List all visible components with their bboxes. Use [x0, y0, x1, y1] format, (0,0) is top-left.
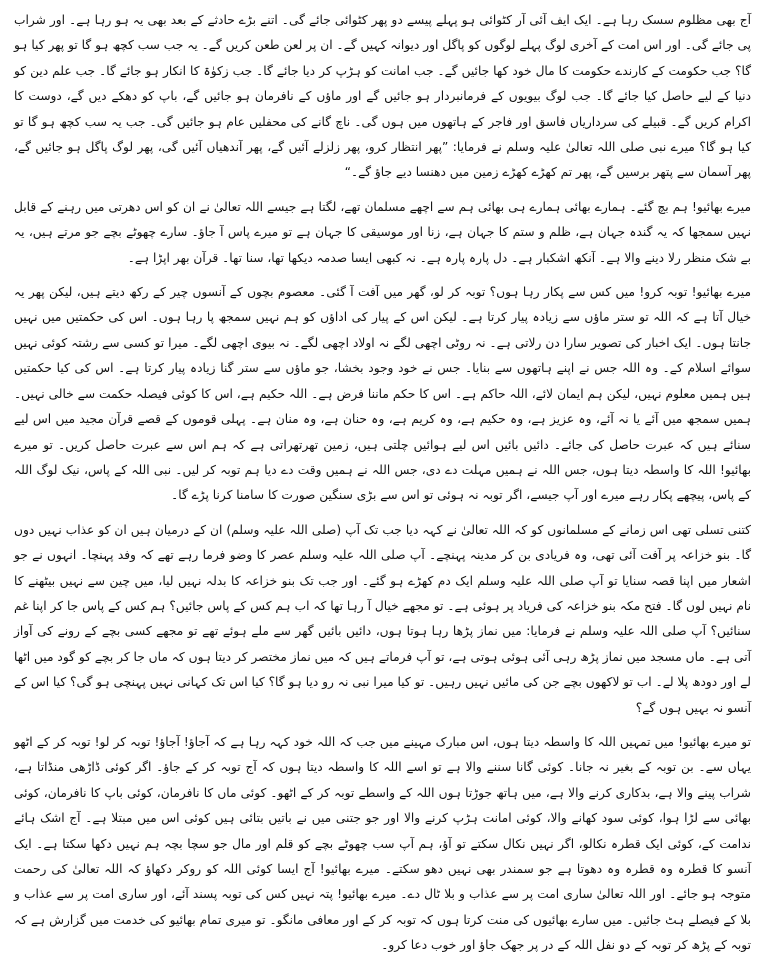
paragraph-5: تو میرے بھائیو! میں تمہیں اللہ کا واسطہ دیتا ہوں، اس مبارک مہینے میں جب کہ اللہ خود کہہ رہا ہے کہ آجاؤ! آجاؤ! توبہ کر لو! توبہ کر کے اٹھو یہاں سے۔ بن توبہ کے بغیر نہ جانا۔ کوئی گانا سننے والا ہے تو اسے اللہ کا واسطہ دیتا ہوں کہ آج توبہ کر کے جاؤ۔ اگر کوئی ڈاڑھی منڈاتا ہے، شراب پینے والا ہے، بدکاری کرنے والا ہے، میں ہاتھ جوڑتا ہوں اللہ کے واسطے توبہ کر کے اٹھو۔ کوئی ماں کا نافرمان، کوئی باپ کا نافرمان، کوئی بھائی سے لڑا ہوا، کوئی سود کھانے والا، کوئی امانت ہڑپ کرنے والا اور جو جتنی میں نے باتیں بتائی ہیں کوئی اس میں مبتلا ہے۔ آج اشک ہائے ندامت کے، کوئی ایک قطرہ نکالو، اگر نہیں نکال سکتے تو آؤ، ہم آپ سب چھوٹے بچے کو قلم اور مال جو سچا بچہ ہم نہیں دکھا سکتا ہے۔ ایک آنسو کا قطرہ وہ قطرہ وہ دھوتا ہے جو سمندر بھی نہیں دھو سکتے۔ میرے بھائیو! آج ایسا کوئی اللہ کو روکر دکھاؤ کہ اللہ تعالیٰ کی رحمت متوجہ ہو جائے۔ اور اللہ تعالیٰ ساری امت پر سے عذاب و بلا ٹال دے۔ میرے بھائیو! پتہ نہیں کس کی توبہ پسند آئے، اور ساری امت پر سے عذاب و بلا کے فیصلے ہٹ جائیں۔ میں سارے بھائیوں کی منت کرتا ہوں کہ توبہ کر کے اور معافی مانگو۔ تو میری تمام بھائیو کی خدمت میں گزارش ہے کہ توبہ کے پڑھ کر توبہ کے دو نفل اللہ کے در پر جھک جاؤ اور خوب دعا کرو۔	[14, 734, 751, 953]
paragraph-2: میرے بھائیو! ہم بچ گئے۔ ہمارے بھائی ہمارے ہی بھائی ہم سے اچھے مسلمان تھے، لگتا ہے جیسے اللہ تعالیٰ نے ان کو اس دھرتی میں رہنے کے قابل نہیں سمجھا کہ یہ گندہ جہان ہے، ظلم و ستم کا جہان ہے، زنا اور موسیقی کا جہان ہے تو میرے پاس آ جاؤ۔ سارے چھوٹے بچے جو مرتے ہیں، یہ بے شک منظر رلا دینے والا ہے۔ آنکھ اشکبار ہے۔ دل پارہ پارہ ہے۔ نہ کبھی ایسا صدمہ دیکھا تھا، سنا تھا۔ قرآن بھر اپڑا ہے۔	[14, 199, 751, 265]
paragraph-1: آج بھی مظلوم سسک رہا ہے۔ ایک ایف آئی آر کٹوائی ہو پہلے پیسے دو پھر کٹوائی جائے گی۔ اتنے بڑے حادثے کے بعد بھی یہ ہو رہا ہے۔ اور شراب پی جائے گی۔ اور اس امت کے آخری لوگ پہلے لوگوں کو پاگل اور دیوانہ کہیں گے۔ ان پر لعن طعن کریں گے۔ یہ جب سب کچھ ہو گا تو پھر کیا ہو گا؟ جب حکومت کے کارندے حکومت کا مال خود کھا جائیں گے۔ جب امانت کو ہڑپ کر دیا جائے گا۔ جب زکوٰۃ کا انکار ہو جائے گا۔ جب علم دین کو دنیا کے لیے حاصل کیا جائے گا۔ جب لوگ بیویوں کے فرمانبردار ہو جائیں گے اور ماؤں کے نافرمان ہو جائیں گے، باپ کو دھکے دیں گے، دوست کا اکرام کریں گے۔ قبیلے کی سرداریاں فاسق اور فاجر کے ہاتھوں میں ہوں گی۔ ناچ گانے کی محفلیں عام ہو جائیں گی۔ جب یہ سب کچھ ہو گا تو کیا ہو گا؟ میرے نبی صلی اللہ تعالیٰ علیہ وسلم نے فرمایا: ”پھر انتظار کرو، پھر زلزلے آئیں گے، پھر آندھیاں آئیں گی، پھر لوگ پاگل ہو جائیں گے، پھر آسمان سے پتھر برسیں گے، پھر تم کھڑے کھڑے زمین میں دھنسا دیے جاؤ گے۔“	[14, 13, 752, 180]
paragraph-4: کتنی تسلی تھی اس زمانے کے مسلمانوں کو کہ اللہ تعالیٰ نے کہہ دیا جب تک آپ (صلی اللہ علیہ وسلم) ان کے درمیان ہیں ان کو عذاب نہیں دوں گا۔ بنو خزاعہ پر آفت آئی تھی، وہ فریادی بن کر مدینہ پہنچے۔ آپ صلی اللہ علیہ وسلم عصر کا وضو فرما رہے تھے کہ وفد پہنچا۔ انہوں نے جو اشعار میں اپنا قصہ سنایا تو آپ صلی اللہ علیہ وسلم ایک دم کھڑے ہو گئے۔ اور جب تک بنو خزاعہ کا بدلہ نہیں لیا، میں چین سے نہیں بیٹھنے کا نام نہیں لوں گا۔ فتح مکہ بنو خزاعہ کی فریاد پر ہوئی ہے۔ تو مجھے خیال آ رہا تھا کہ اب ہم کس کے پاس جائیں؟ ہم کس کے پاس جا کر اپنا غم سنائیں؟ آپ صلی اللہ علیہ وسلم نے فرمایا: میں نماز پڑھا رہا ہوتا ہوں، دائیں بائیں گھر سے ملے ہوئے تھے تو مجھے کسی بچے کے رونے کی آواز آتی ہے۔ ماں مسجد میں نماز پڑھ رہی آئی ہوئی ہوتی ہے، تو آپ فرماتے ہیں کہ میں نماز مختصر کر دیتا ہوں کہ ماں جا کر بچے کو گود میں اٹھا لے اور دودھ پلا لے۔ اب تو لاکھوں بچے جن کی مائیں نہیں رہیں۔ تو کیا میرا نبی نہ رو دیا ہو گا؟ کیا اس تک کہانی نہیں پہنچی ہو گی؟ کیا اس کے آنسو نہ بہیں ہوں گے؟	[14, 522, 751, 715]
paragraph-3: میرے بھائیو! توبہ کرو! میں کس سے پکار رہا ہوں؟ توبہ کر لو، گھر میں آفت آ گئی۔ معصوم بچوں کے آنسوں چیر کے رکھ دیتے ہیں، لیکن پھر یہ خیال آتا ہے کہ اللہ تو ستر ماؤں سے زیادہ پیار کرتا ہے۔ لیکن اس کے پیار کی اداؤں کو ہم نہیں سمجھ پا رہا ہوں۔ اس کی حکمتیں میں نہیں جانتا ہوں۔ ایک اخبار کی تصویر سارا دن رلاتی ہے۔ نہ روٹی اچھی لگے نہ اولاد اچھی لگے۔ نہ بیوی اچھی لگے۔ میرا تو کسی سے رشتہ کوئی نہیں سوائے اسلام کے۔ وہ اللہ جس نے اپنے ہاتھوں سے بنایا۔ جس نے خود وجود بخشا، جو ماؤں سے ستر گنا زیادہ پیار کرتا ہے۔ اس کی کیا حکمتیں ہیں ہمیں معلوم نہیں، لیکن ہم ایمان لائے، اللہ حاکم ہے۔ اس کا حکم ماننا فرض ہے۔ اللہ حکیم ہے، اس کا کوئی فیصلہ حکمت سے خالی نہیں۔ ہمیں سمجھ میں آئے یا نہ آئے، وہ عزیز ہے، وہ حکیم ہے، وہ کریم ہے، وہ حنان ہے، وہ منان ہے۔ پہلی قوموں کے قصے قرآن مجید میں اس لیے سنائے ہیں کہ عبرت حاصل کی جائے۔ دائیں بائیں اس لیے ہوائیں چلتی ہیں، زمین تھرتھراتی ہے کہ ہم اس سے عبرت حاصل کریں۔ تو میرے بھائیو! اللہ کا واسطہ دیتا ہوں، جس اللہ نے ہمیں مہلت دے دی، جس اللہ نے ہمیں وقت دے دیا ہم توبہ کر لیں۔ نبی اللہ کے پاس، نیک لوگ اللہ کے پاس، پیچھے پکار رہے میرے اور آپ جیسے، اگر توبہ نہ ہوئی تو اس سے بڑی سنگین صورت کا سامنا کرنا پڑے گا۔	[14, 285, 751, 503]
